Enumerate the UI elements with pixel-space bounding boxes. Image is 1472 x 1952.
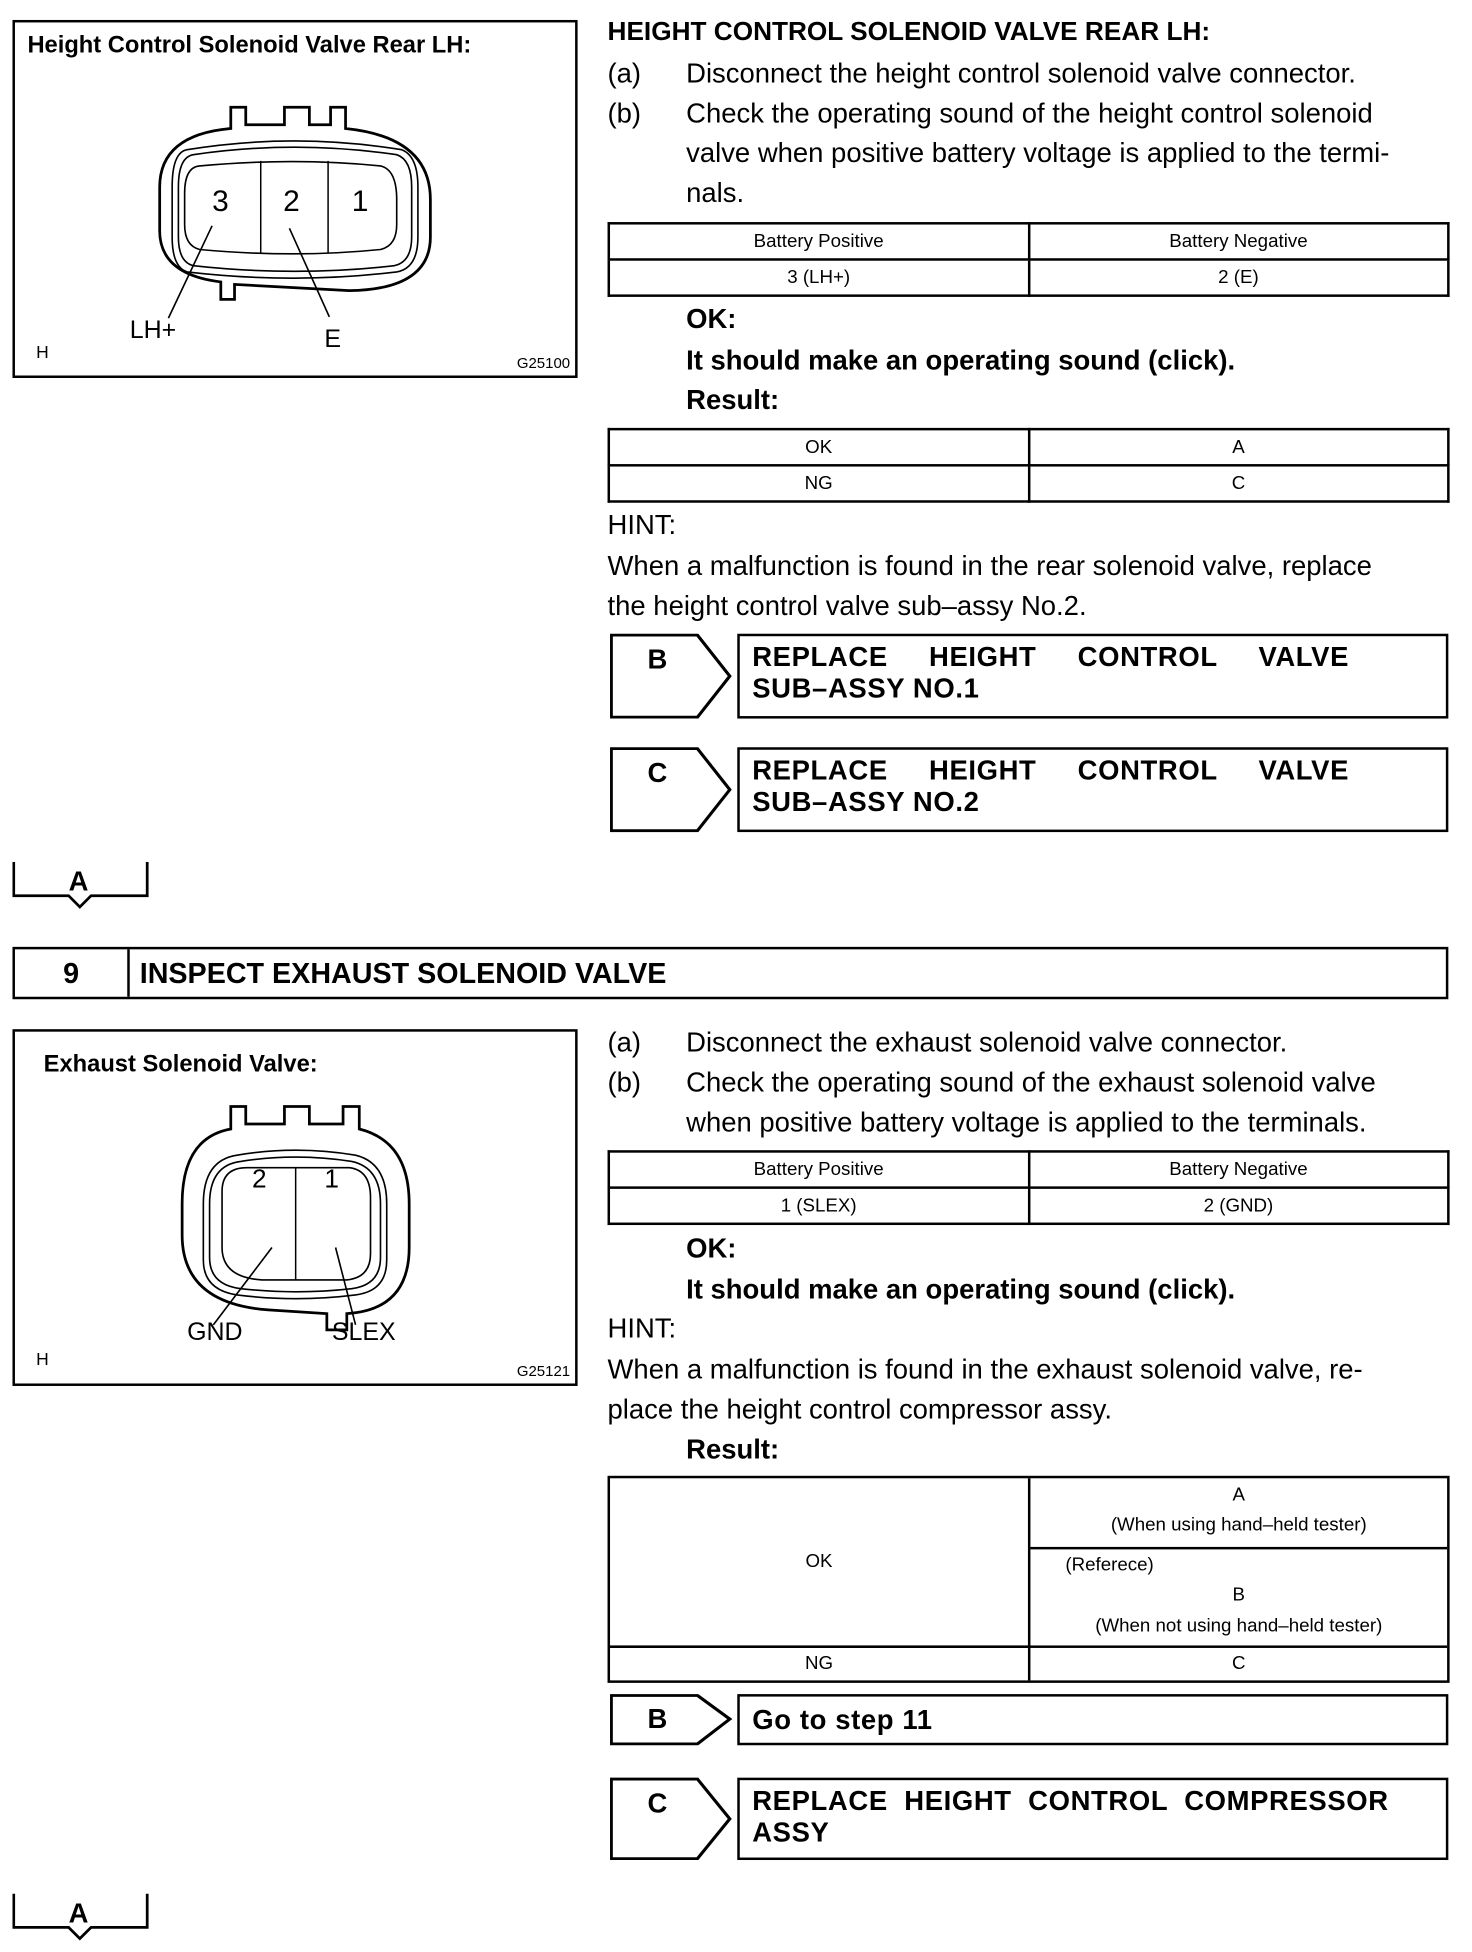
ok-label: OK: <box>686 1232 737 1264</box>
section-heading: HEIGHT CONTROL SOLENOID VALVE REAR LH: <box>607 17 1211 47</box>
figure-title: Exhaust Solenoid Valve: <box>43 1051 318 1078</box>
step-text: Disconnect the exhaust solenoid valve connector. <box>686 1026 1288 1058</box>
table-header: Battery Negative <box>1029 1151 1449 1187</box>
table-cell: OK <box>805 1550 833 1572</box>
pin-number: 2 <box>251 1165 267 1194</box>
table-cell: C <box>1232 1652 1246 1675</box>
figure-code: G25100 <box>516 354 571 372</box>
ok-text: It should make an operating sound (click). <box>686 344 1236 376</box>
hint-label: HINT: <box>607 1312 677 1344</box>
jump-key: C <box>647 757 668 789</box>
jump-key: C <box>647 1787 668 1819</box>
jump-key: B <box>647 1702 668 1735</box>
connector-diagram <box>15 1032 576 1385</box>
jump-text: REPLACE HEIGHT CONTROL COMPRESSOR <box>752 1785 1389 1817</box>
step-header <box>12 947 1448 999</box>
jump-b-replace-valve-no1[interactable] <box>610 634 1448 719</box>
table-header: Battery Positive <box>609 223 1029 259</box>
result-label: Result: <box>686 1433 780 1465</box>
result-label: Result: <box>686 384 780 416</box>
figure-corner-mark: H <box>36 341 49 362</box>
step-number: 9 <box>15 949 130 996</box>
jump-text: SUB–ASSY NO.1 <box>752 672 980 704</box>
terminal-test-table <box>608 1150 1450 1225</box>
hint-text: place the height control compressor assy. <box>607 1393 1112 1425</box>
jump-text: Go to step 11 <box>752 1704 933 1736</box>
hint-text: When a malfunction is found in the exhaust solenoid valve, re- <box>607 1353 1363 1385</box>
ok-text: It should make an operating sound (click). <box>686 1273 1236 1305</box>
pin-number: 3 <box>212 184 229 219</box>
jump-b-go-to-step-11[interactable] <box>610 1694 1448 1745</box>
result-table <box>608 1476 1450 1683</box>
step-text: nals. <box>686 177 745 209</box>
jump-text: ASSY <box>752 1816 830 1848</box>
figure-title: Height Control Solenoid Valve Rear LH: <box>27 32 472 59</box>
table-cell: A <box>1232 1484 1246 1506</box>
pin-number: 2 <box>283 184 300 219</box>
table-cell: OK <box>609 429 1029 465</box>
table-cell: A <box>1029 429 1449 465</box>
terminal-label-e: E <box>324 325 341 354</box>
jump-key: B <box>647 643 668 675</box>
jump-arrow-icon <box>610 1694 735 1745</box>
figure-corner-mark: H <box>36 1348 49 1369</box>
step-marker: (a) <box>607 57 642 89</box>
jump-c-replace-compressor[interactable] <box>610 1778 1448 1860</box>
next-step-a-tab[interactable] <box>12 861 149 911</box>
step-text: Check the operating sound of the height control solenoid <box>686 97 1373 129</box>
jump-text: REPLACE HEIGHT CONTROL VALVE <box>752 641 1350 673</box>
table-cell: 2 (GND) <box>1029 1188 1449 1224</box>
step-marker: (b) <box>607 1066 642 1098</box>
table-cell: (When using hand–held tester) <box>1110 1514 1367 1536</box>
terminal-label-lh: LH+ <box>129 316 177 345</box>
pin-number: 1 <box>351 184 369 219</box>
terminal-label-gnd: GND <box>187 1318 243 1347</box>
step-text: when positive battery voltage is applied to the terminals. <box>686 1106 1367 1138</box>
pin-number: 1 <box>324 1165 339 1194</box>
step-text: valve when positive battery voltage is applied to the termi- <box>686 137 1390 169</box>
hint-text: the height control valve sub–assy No.2. <box>607 590 1087 622</box>
terminal-test-table <box>608 222 1450 297</box>
connector-figure-rear-lh <box>12 20 577 378</box>
jump-text: REPLACE HEIGHT CONTROL VALVE <box>752 754 1350 786</box>
connector-figure-exhaust <box>12 1029 577 1386</box>
table-cell: 1 (SLEX) <box>609 1188 1029 1224</box>
table-cell: 3 (LH+) <box>609 259 1029 295</box>
next-step-a-tab[interactable] <box>12 1892 149 1942</box>
jump-c-replace-valve-no2[interactable] <box>610 747 1448 832</box>
hint-label: HINT: <box>607 508 677 541</box>
table-cell: (When not using hand–held tester) <box>1095 1615 1383 1637</box>
table-cell: NG <box>804 1652 834 1675</box>
step-text: Check the operating sound of the exhaust solenoid valve <box>686 1066 1376 1098</box>
step-marker: (b) <box>607 97 642 129</box>
ok-label: OK: <box>686 303 737 335</box>
table-cell: C <box>1029 465 1449 501</box>
table-cell: (Referece) <box>1065 1554 1154 1576</box>
jump-arrow-icon <box>610 634 735 719</box>
figure-code: G25121 <box>516 1362 571 1380</box>
jump-text: SUB–ASSY NO.2 <box>752 785 980 818</box>
table-cell: B <box>1232 1584 1246 1606</box>
step-text: Disconnect the height control solenoid valve connector. <box>686 57 1356 89</box>
jump-arrow-icon <box>610 747 735 832</box>
hint-text: When a malfunction is found in the rear solenoid valve, replace <box>607 550 1372 582</box>
terminal-label-slex: SLEX <box>331 1318 396 1347</box>
table-cell: 2 (E) <box>1029 259 1449 295</box>
jump-arrow-icon <box>610 1778 735 1860</box>
tab-label: A <box>68 1897 89 1929</box>
result-table <box>608 428 1450 503</box>
tab-label: A <box>68 865 89 897</box>
table-header: Battery Negative <box>1029 223 1449 259</box>
table-header: Battery Positive <box>609 1151 1029 1187</box>
step-marker: (a) <box>607 1026 642 1058</box>
table-cell: NG <box>609 465 1029 501</box>
step-title: INSPECT EXHAUST SOLENOID VALVE <box>139 956 667 990</box>
